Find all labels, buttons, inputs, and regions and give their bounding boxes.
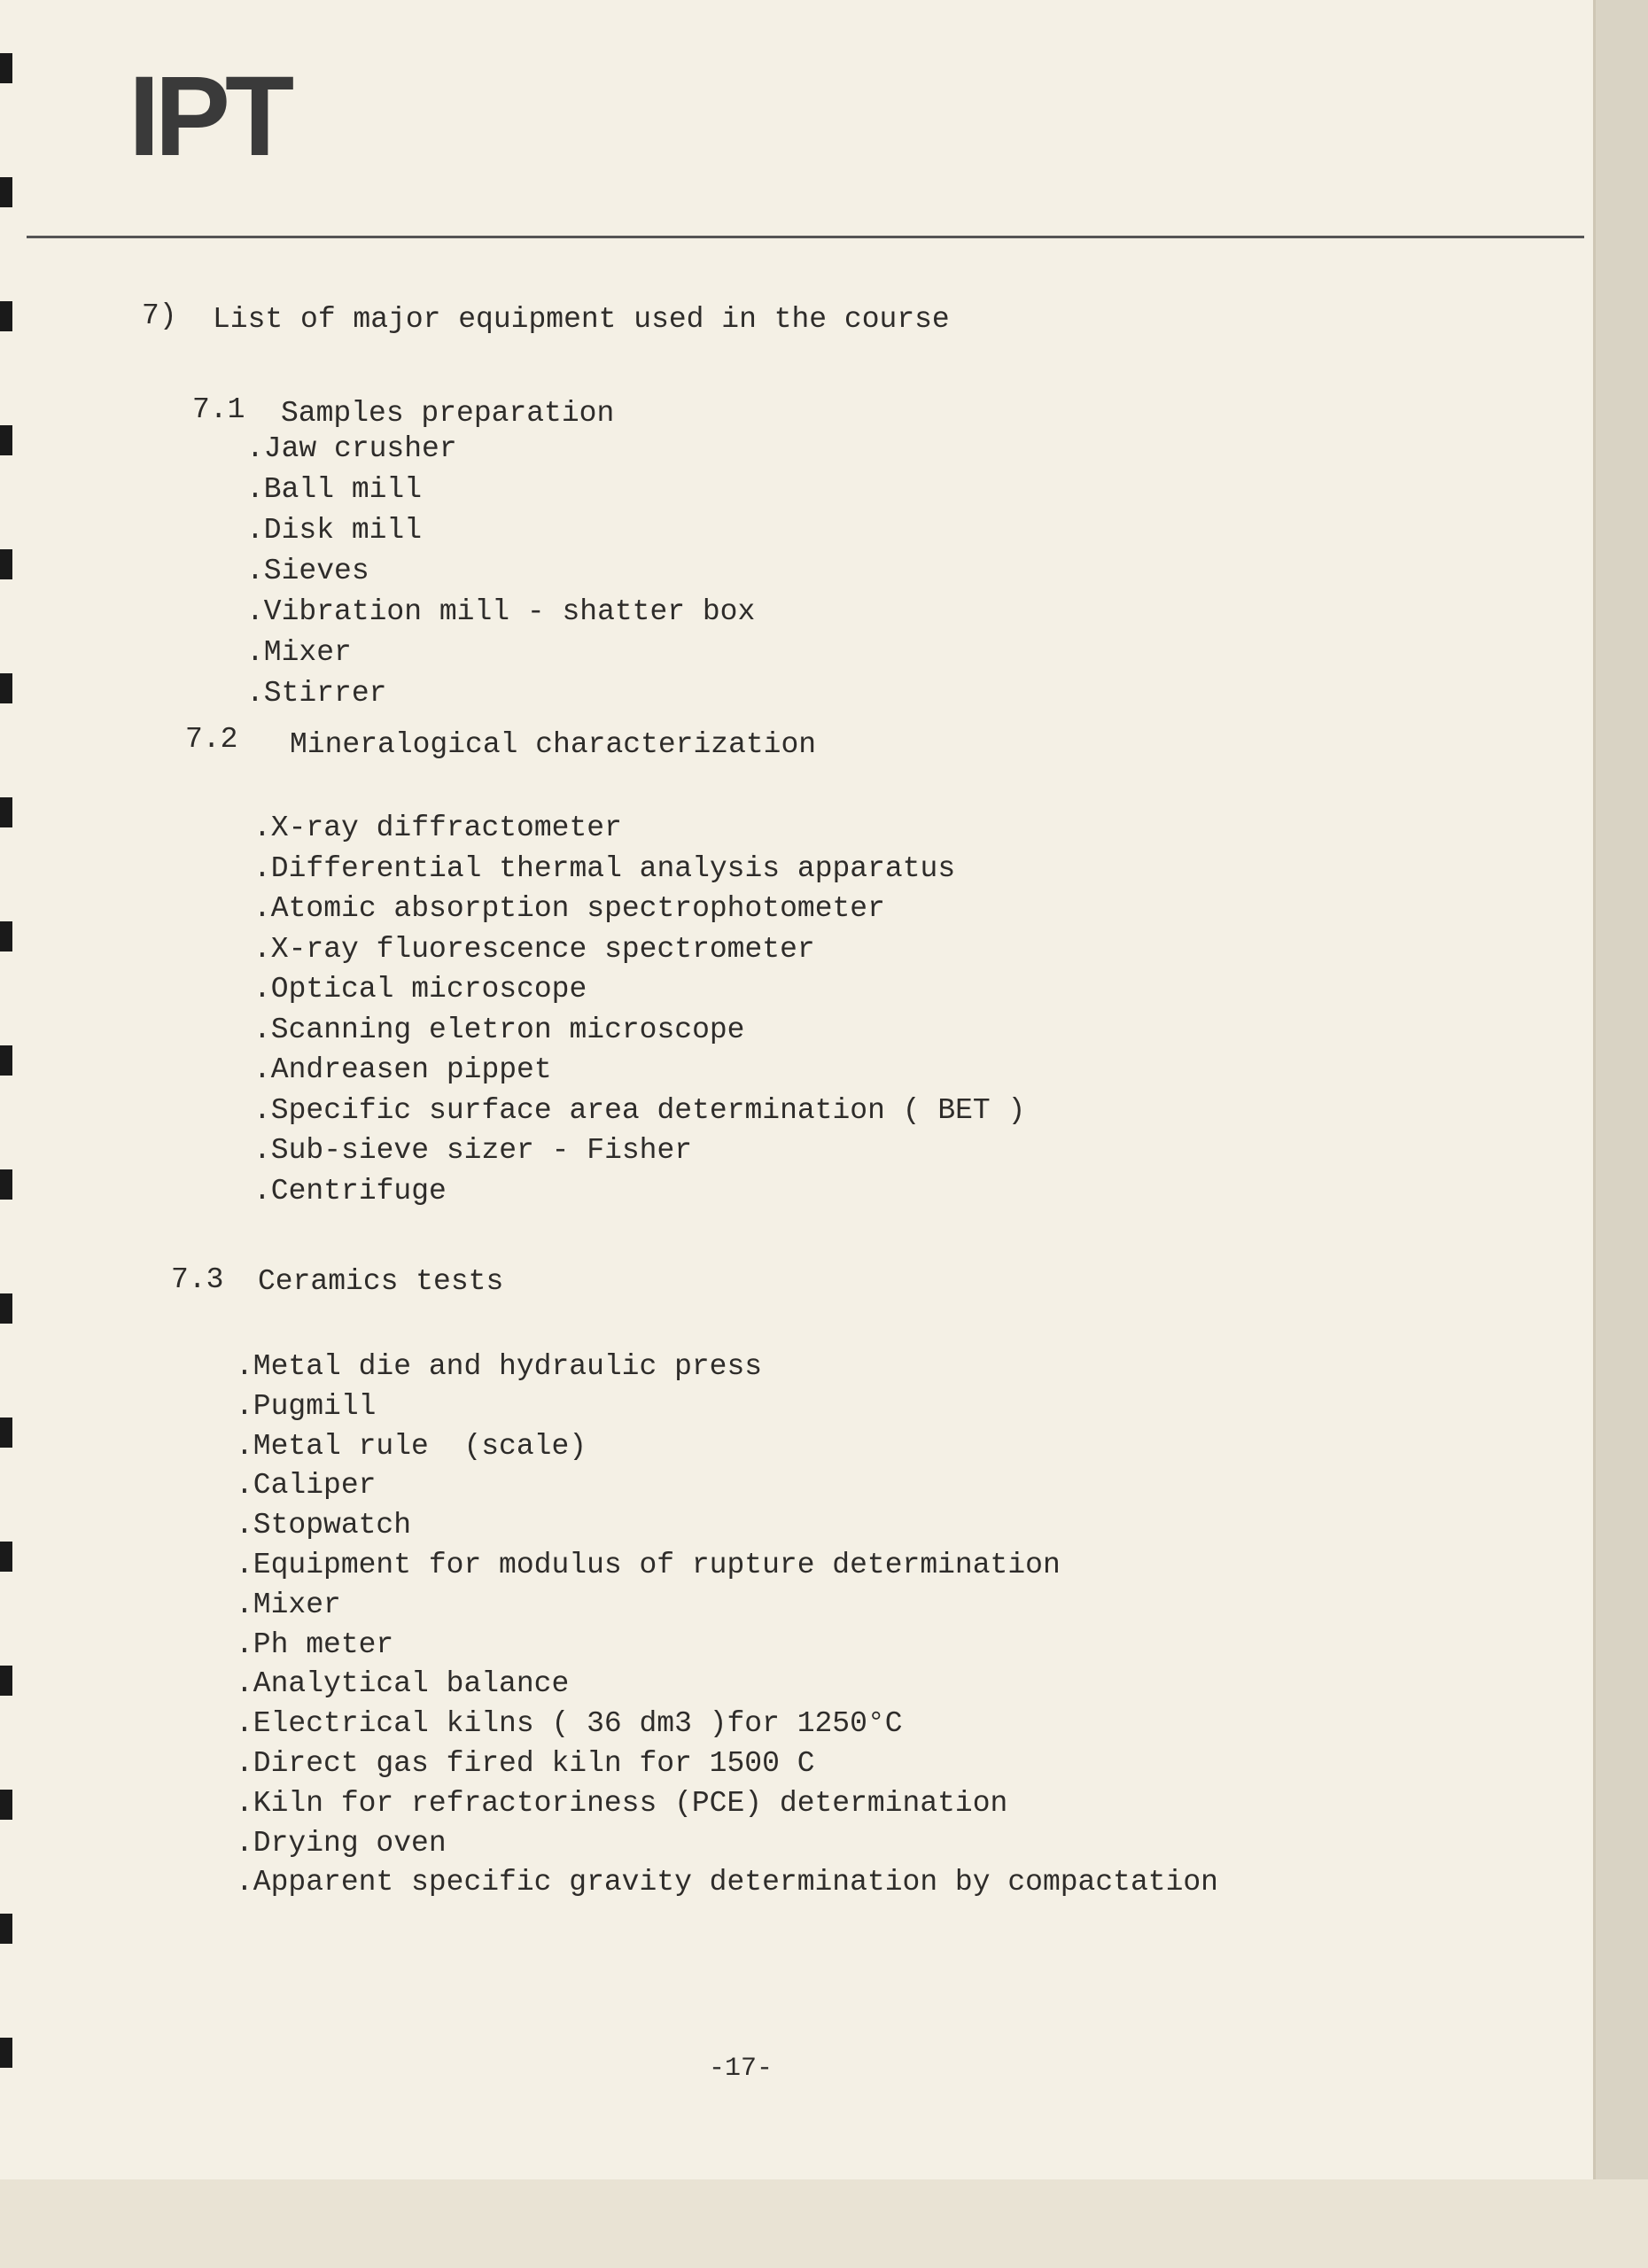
- ipt-logo: IPT: [128, 53, 290, 180]
- binder-hole: [0, 549, 12, 579]
- equipment-item: .Metal die and hydraulic press: [236, 1350, 763, 1383]
- subsection-number: 7.3: [171, 1263, 224, 1296]
- equipment-item: .Differential thermal analysis apparatus: [253, 851, 956, 885]
- binder-hole: [0, 301, 12, 331]
- equipment-item: .Kiln for refractoriness (PCE) determination: [236, 1786, 1008, 1820]
- header-rule: [27, 236, 1584, 238]
- binder-hole: [0, 2038, 12, 2068]
- binder-hole: [0, 1293, 12, 1324]
- binder-hole: [0, 53, 12, 83]
- equipment-item: .Equipment for modulus of rupture determination: [236, 1548, 1061, 1581]
- equipment-item: .Electrical kilns ( 36 dm3 )for 1250°C: [236, 1707, 903, 1741]
- binder-hole: [0, 1542, 12, 1572]
- equipment-item: .Drying oven: [236, 1826, 447, 1860]
- binder-hole: [0, 1418, 12, 1448]
- equipment-item: .Specific surface area determination ( BET ): [253, 1093, 1026, 1127]
- equipment-item: .Stopwatch: [236, 1509, 412, 1542]
- equipment-item: .Sub-sieve sizer - Fisher: [253, 1134, 693, 1167]
- equipment-item: .Andreasen pippet: [253, 1053, 552, 1086]
- equipment-item: .Caliper: [236, 1469, 377, 1503]
- binder-hole: [0, 1666, 12, 1696]
- equipment-item: .Pugmill: [236, 1389, 377, 1423]
- equipment-item: .Vibration mill - shatter box: [246, 595, 756, 628]
- section-number: 7): [142, 299, 177, 332]
- subsection-title: Mineralogical characterization: [290, 728, 817, 761]
- subsection-title: Samples preparation: [281, 397, 615, 430]
- next-page-edge: [0, 2179, 1648, 2268]
- equipment-item: .X-ray diffractometer: [253, 812, 622, 844]
- equipment-item: .Atomic absorption spectrophotometer: [253, 892, 885, 925]
- binder-hole: [0, 673, 12, 703]
- equipment-item: .Sieves: [246, 555, 369, 587]
- binder-hole: [0, 1169, 12, 1200]
- equipment-item: .Direct gas fired kiln for 1500 C: [236, 1746, 815, 1780]
- binder-hole: [0, 1045, 12, 1076]
- subsection-number: 7.2: [185, 723, 238, 756]
- section-title: List of major equipment used in the course: [213, 303, 950, 336]
- equipment-list-ceramics: [236, 1352, 1218, 1897]
- equipment-item: .Analytical balance: [236, 1667, 570, 1701]
- binder-hole: [0, 921, 12, 951]
- subsection-title: Ceramics tests: [258, 1265, 504, 1298]
- equipment-item: .Centrifuge: [253, 1174, 447, 1208]
- equipment-item: .Mixer: [236, 1588, 341, 1621]
- equipment-item: .Ph meter: [236, 1627, 394, 1661]
- equipment-list-samples: [246, 434, 755, 708]
- equipment-item: .Optical microscope: [253, 973, 587, 1006]
- equipment-item: .Metal rule (scale): [236, 1429, 587, 1463]
- equipment-item: .Jaw crusher: [246, 432, 457, 465]
- equipment-item: .Apparent specific gravity determination by compactation: [236, 1866, 1218, 1899]
- binder-hole: [0, 1914, 12, 1944]
- binder-hole: [0, 1790, 12, 1820]
- page-number: -17-: [709, 2054, 773, 2084]
- binder-hole: [0, 797, 12, 827]
- equipment-item: .X-ray fluorescence spectrometer: [253, 932, 815, 966]
- binder-hole: [0, 425, 12, 455]
- binder-hole: [0, 177, 12, 207]
- equipment-item: .Scanning eletron microscope: [253, 1013, 745, 1046]
- equipment-list-mineralogical: [253, 813, 1025, 1206]
- equipment-item: .Stirrer: [246, 677, 387, 710]
- subsection-number: 7.1: [192, 393, 245, 426]
- equipment-item: .Disk mill: [246, 514, 423, 547]
- equipment-item: .Ball mill: [246, 473, 423, 506]
- equipment-item: .Mixer: [246, 636, 352, 669]
